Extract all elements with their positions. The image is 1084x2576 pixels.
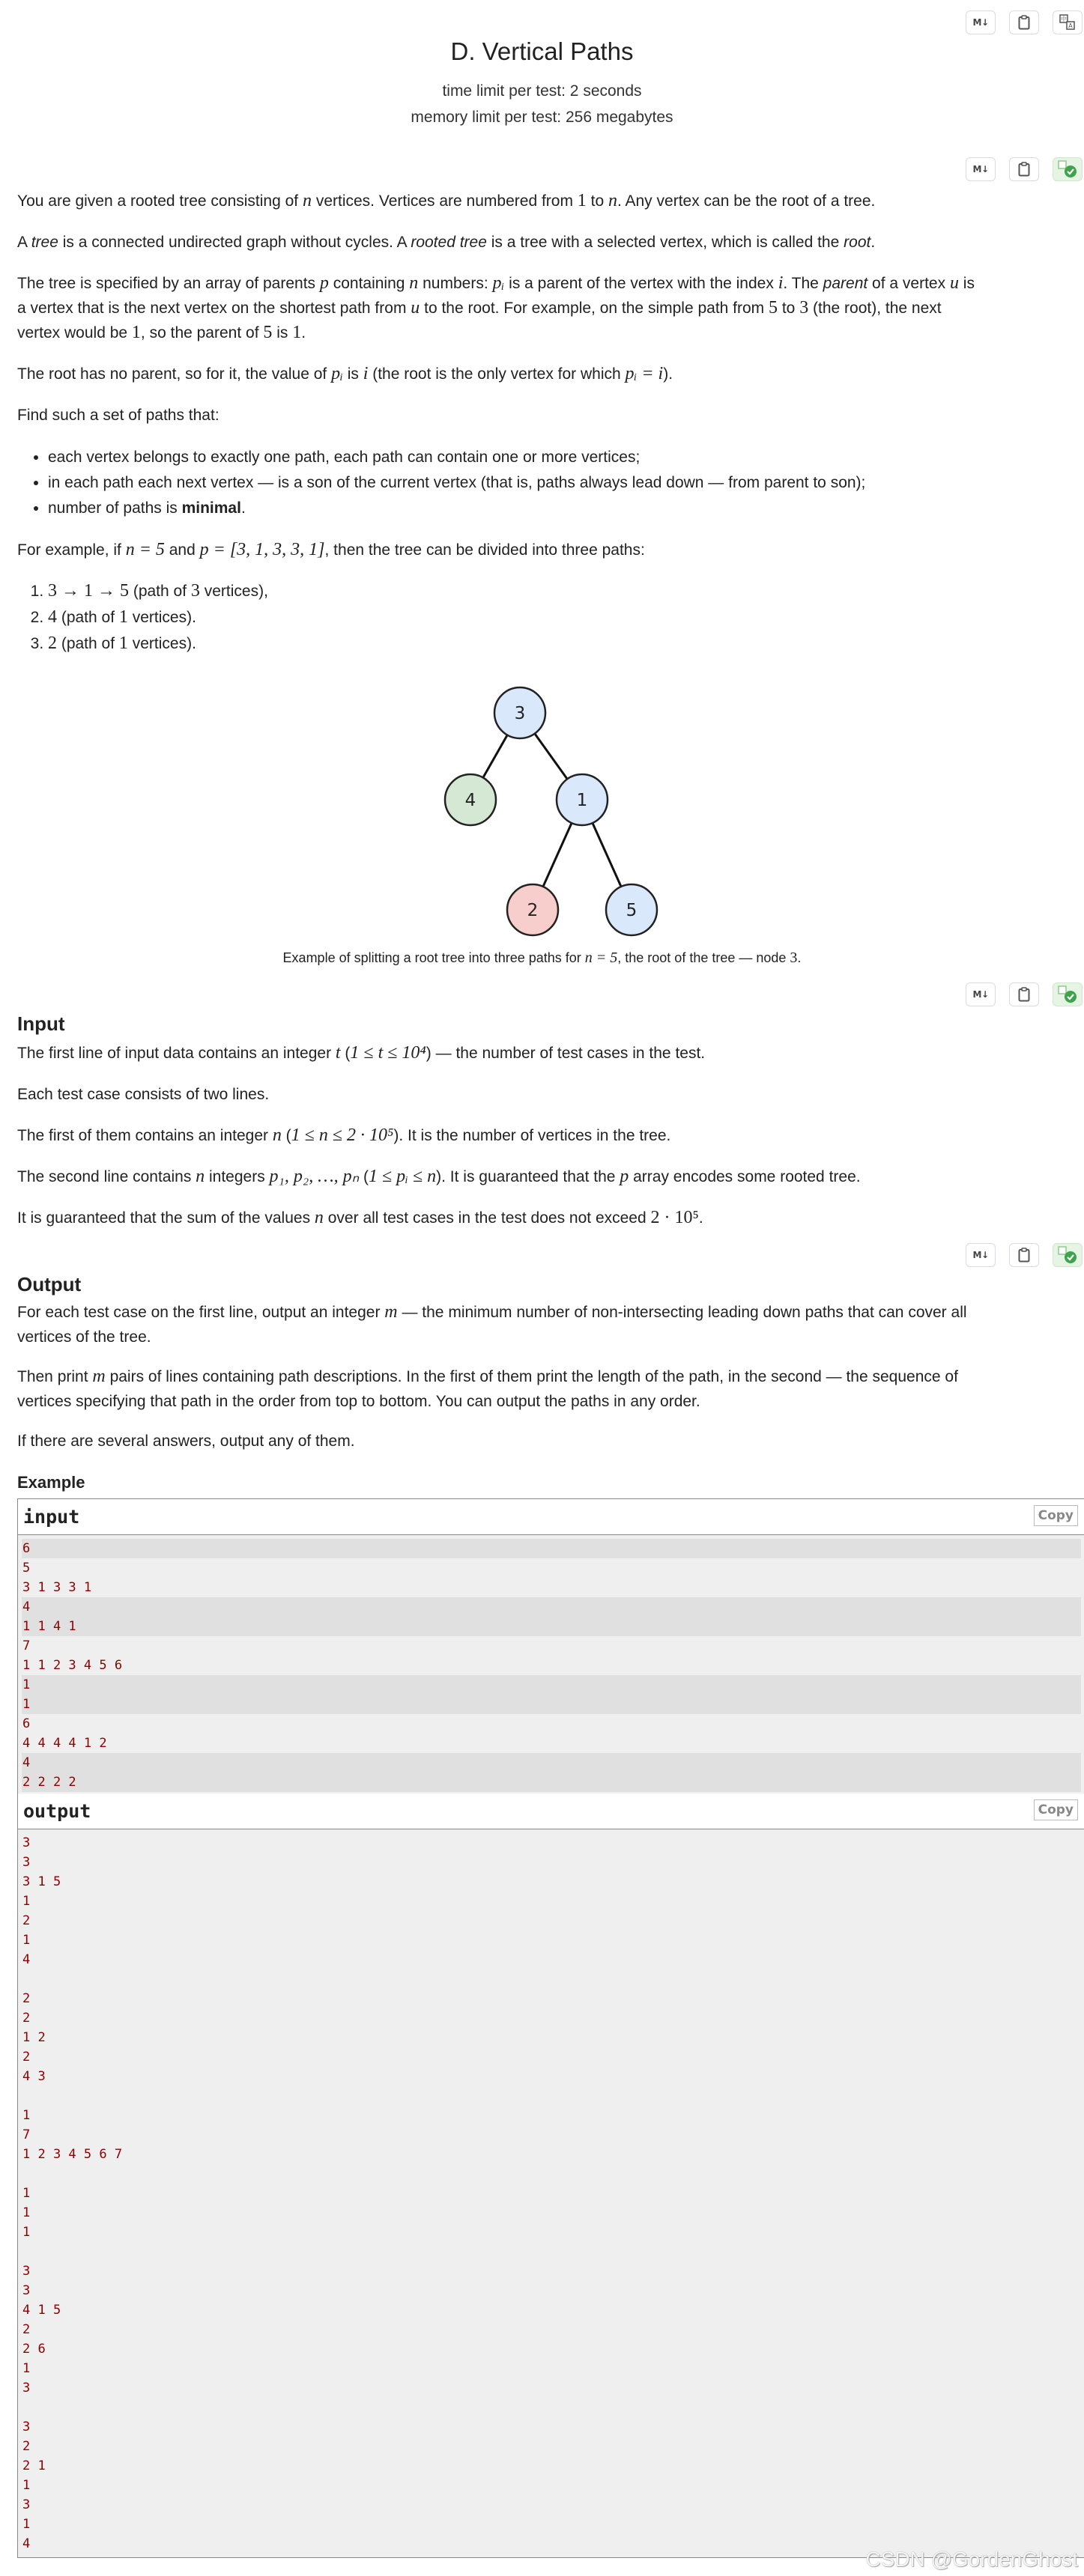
sample-output-body[interactable] — [18, 1829, 1084, 2557]
copy-output-button[interactable]: Copy — [1034, 1799, 1078, 1820]
condition-item: • in each path each next vertex — is a son of the current vertex (that is, paths always lead down — from parent to son); — [48, 470, 865, 496]
text: vertices of the tree. — [17, 1328, 151, 1346]
example-paths-list — [17, 578, 268, 657]
header-toolbar — [966, 10, 1083, 34]
output-line: 1 — [22, 2108, 31, 2123]
copy-statement-button[interactable] — [1009, 157, 1039, 181]
math-t: t — [335, 1043, 341, 1063]
text: , then the tree can be divided into three paths: — [324, 541, 645, 559]
output-paragraph — [17, 1300, 1078, 1349]
text: ). It is the number of vertices in the tree. — [393, 1127, 671, 1144]
clipboard-icon — [1018, 1248, 1030, 1263]
output-line — [22, 1969, 1081, 1989]
math-range: 1 ≤ t ≤ 10⁴ — [350, 1043, 426, 1063]
output-line — [22, 2242, 1081, 2261]
sample-input — [17, 1498, 1084, 1796]
input-line: 6 — [22, 1539, 1081, 1558]
input-section-title: Input — [17, 1012, 65, 1035]
statement-paragraph — [17, 271, 1078, 345]
statement-paragraph — [17, 189, 1078, 213]
text: number of paths is — [48, 499, 182, 517]
text: vertices. Vertices are numbered from — [311, 192, 578, 210]
sample-output-header — [18, 1793, 1084, 1829]
output-toolbar — [966, 1243, 1083, 1267]
markdown-button[interactable] — [966, 10, 996, 34]
path-item — [48, 631, 268, 657]
tree-node-label: 2 — [527, 901, 539, 920]
example-title: Example — [17, 1473, 85, 1492]
watermark: CSDN @GordenGhost — [865, 2548, 1078, 2571]
text: . — [797, 950, 802, 965]
text: . — [301, 324, 306, 341]
output-line: 2 6 — [22, 2342, 46, 2357]
text: . The — [783, 275, 823, 292]
text: containing — [328, 275, 410, 292]
math-node: 3 — [790, 950, 798, 966]
math-p: p — [620, 1167, 629, 1186]
text: vertices specifying that path in the order from top to bottom. You can output the paths in any order. — [17, 1393, 700, 1410]
time-limit: time limit per test: 2 seconds — [442, 82, 642, 100]
translate-button[interactable] — [1053, 10, 1083, 34]
tree-node — [557, 774, 608, 825]
tree-node — [445, 774, 496, 825]
output-line: 3 — [22, 2381, 31, 2396]
text: a vertex that is the next vertex on the shortest path from — [17, 300, 411, 317]
sample-input-body[interactable] — [18, 1535, 1084, 1796]
text: pairs of lines containing path descriptions. In the first of them print the length of the path, in the second — the sequence of — [105, 1368, 958, 1385]
input-line: 1 1 4 1 — [22, 1617, 1081, 1636]
output-line: 4 — [22, 2536, 31, 2551]
output-line: 1 — [22, 2361, 31, 2376]
text: ). It is guaranteed that the — [436, 1168, 620, 1185]
tree-node — [507, 884, 558, 935]
output-line: 1 — [22, 2478, 31, 2493]
output-line: 3 — [22, 1855, 31, 1870]
markdown-icon: M↓ — [972, 1250, 989, 1260]
input-paragraph: Each test case consists of two lines. — [17, 1086, 270, 1103]
math-p-eq: p = [3, 1, 3, 3, 1] — [199, 540, 325, 559]
input-line: 4 4 4 4 1 2 — [22, 1736, 107, 1751]
text: ( — [340, 1045, 351, 1062]
text: For example, if — [17, 541, 126, 559]
math-path: 2 — [48, 634, 57, 653]
math-n: n — [272, 1126, 282, 1145]
output-line: 1 — [22, 2205, 31, 2220]
math-n: n — [196, 1167, 205, 1186]
math-range: 1 ≤ pᵢ ≤ n — [368, 1167, 437, 1186]
math-limit: 2 · 10⁵ — [650, 1208, 699, 1227]
math-k: 1 — [118, 634, 128, 653]
text: is a tree with a selected vertex, which is called the — [486, 234, 844, 251]
text: over all test cases in the test does not exceed — [323, 1209, 651, 1227]
text: , the root of the tree — node — [617, 950, 790, 965]
term-minimal: minimal — [181, 499, 241, 517]
text: ) — the number of test cases in the test. — [426, 1045, 706, 1062]
statement-toolbar — [966, 157, 1083, 181]
markdown-button[interactable] — [966, 1243, 996, 1267]
tree-node-label: 5 — [626, 901, 638, 920]
input-line: 3 1 3 3 1 — [22, 1580, 92, 1595]
output-paragraph: If there are several answers, output any of them. — [17, 1433, 355, 1450]
output-line: 4 3 — [22, 2069, 46, 2084]
text: is — [342, 365, 363, 383]
output-line: 7 — [22, 2127, 31, 2142]
markdown-icon: M↓ — [972, 17, 989, 28]
output-line: 1 — [22, 2186, 31, 2201]
output-line — [22, 2086, 1081, 2106]
output-line: 3 — [22, 2283, 31, 2298]
text: The root has no parent, so for it, the value of — [17, 365, 332, 383]
math-p: p — [319, 273, 329, 293]
figure-caption — [0, 950, 1084, 967]
text: to — [778, 300, 800, 317]
output-line: 1 2 3 4 5 6 7 — [22, 2147, 123, 2162]
text: . — [698, 1209, 703, 1227]
condition-item: • each vertex belongs to exactly one path, each path can contain one or more vertices; — [48, 445, 865, 470]
math-5: 5 — [263, 323, 273, 342]
text: array encodes some rooted tree. — [629, 1168, 861, 1185]
text: vertices), — [199, 583, 268, 600]
text: The second line contains — [17, 1168, 196, 1185]
term-tree: tree — [31, 234, 58, 251]
text: The first line of input data contains an integer — [17, 1045, 336, 1062]
path-item — [48, 578, 268, 604]
text: . Any vertex can be the root of a tree. — [617, 192, 876, 210]
input-paragraph — [17, 1164, 1078, 1189]
text: and — [164, 541, 200, 559]
math-range: 1 ≤ n ≤ 2 · 10⁵ — [291, 1126, 394, 1145]
text: , so the parent of — [140, 324, 264, 341]
math-3: 3 — [799, 298, 809, 318]
math-n-eq: n = 5 — [584, 950, 618, 966]
translate-done-icon — [1058, 160, 1077, 178]
text: (path of — [57, 609, 119, 626]
problem-title: D. Vertical Paths — [450, 37, 634, 65]
output-section-title: Output — [17, 1273, 82, 1295]
math-pi-eq-i: pᵢ = i — [625, 364, 664, 383]
output-line: 2 — [22, 2439, 31, 2454]
markdown-icon: M↓ — [972, 989, 989, 1000]
statement-paragraph — [17, 362, 1078, 386]
sample-output-label: output — [23, 1800, 91, 1822]
input-paragraph — [17, 1206, 1078, 1230]
output-line: 3 — [22, 2264, 31, 2279]
math-n: n — [608, 191, 617, 210]
output-line: 1 — [22, 2517, 31, 2532]
statement-paragraph — [17, 538, 1078, 562]
text: vertices). — [127, 609, 196, 626]
text: The first of them contains an integer — [17, 1127, 273, 1144]
text: is a parent of the vertex with the index — [504, 275, 778, 292]
text: (path of — [57, 635, 119, 652]
output-line: 3 — [22, 2497, 31, 2512]
math-pi: pᵢ — [331, 364, 343, 383]
input-line: 6 — [22, 1716, 31, 1731]
copy-statement-button[interactable] — [1009, 10, 1039, 34]
math-5: 5 — [769, 298, 778, 318]
math-pi: pᵢ — [492, 273, 505, 293]
math-n: n — [314, 1208, 324, 1227]
output-line: 2 — [22, 2050, 31, 2065]
math-m: m — [92, 1367, 106, 1386]
output-line — [22, 2398, 1081, 2417]
text: ( — [281, 1127, 291, 1144]
output-line: 2 — [22, 2011, 31, 2026]
output-line: 1 — [22, 1894, 31, 1909]
text: ). — [663, 365, 673, 383]
clipboard-icon — [1018, 987, 1030, 1002]
output-line: 1 — [22, 1933, 31, 1948]
math-1: 1 — [577, 191, 587, 210]
svg-text:中: 中 — [1061, 16, 1067, 22]
input-paragraph — [17, 1123, 1078, 1148]
input-line: 4 — [22, 1753, 1081, 1772]
text: to the root. For example, on the simple path from — [420, 300, 769, 317]
text: (the root), the next — [808, 300, 942, 317]
input-line: 1 1 2 3 4 5 6 — [22, 1658, 123, 1673]
output-paragraph — [17, 1364, 1078, 1414]
tree-diagram — [420, 670, 674, 947]
tree-node-label: 1 — [576, 791, 588, 810]
output-line: 2 — [22, 1913, 31, 1928]
math-i: i — [778, 273, 784, 293]
input-line: 1 — [22, 1675, 1081, 1695]
math-seq: p₁, p₂, …, pₙ — [269, 1167, 360, 1186]
copy-section-button[interactable] — [1009, 1243, 1039, 1267]
input-line: 2 2 2 2 — [22, 1772, 1081, 1792]
markdown-button[interactable] — [966, 982, 996, 1006]
math-1: 1 — [131, 323, 141, 342]
translate-done-icon — [1058, 1246, 1077, 1264]
text: is — [958, 275, 975, 292]
text: is — [272, 324, 293, 341]
translated-status-button[interactable] — [1053, 157, 1083, 181]
translate-done-icon — [1058, 985, 1077, 1003]
copy-section-button[interactable] — [1009, 982, 1039, 1006]
output-line: 1 — [22, 2225, 31, 2240]
text: — the minimum number of non-intersecting leading down paths that can cover all — [397, 1304, 967, 1321]
input-line: 5 — [22, 1561, 31, 1576]
output-line — [22, 2164, 1081, 2184]
tree-node-label: 4 — [464, 791, 476, 810]
input-line: 7 — [22, 1638, 31, 1653]
text: vertices). — [127, 635, 196, 652]
translate-icon — [1059, 14, 1076, 31]
math-n: n — [302, 191, 312, 210]
markdown-icon: M↓ — [972, 164, 989, 174]
math-i: i — [363, 364, 369, 383]
path-item — [48, 604, 268, 631]
text: . — [870, 234, 876, 251]
text: . — [240, 499, 246, 517]
copy-input-button[interactable]: Copy — [1034, 1505, 1078, 1526]
term-rooted-tree: rooted tree — [411, 234, 487, 251]
output-line: 1 2 — [22, 2030, 46, 2045]
input-line: 1 — [22, 1695, 1081, 1714]
term-root: root — [844, 234, 871, 251]
markdown-button[interactable] — [966, 157, 996, 181]
math-u: u — [949, 273, 959, 293]
conditions-list — [17, 445, 865, 521]
math-k: 1 — [118, 607, 128, 627]
text: A — [17, 234, 31, 251]
translated-status-button[interactable] — [1053, 1243, 1083, 1267]
text: (the root is the only vertex for which — [368, 365, 626, 383]
output-line: 3 — [22, 1835, 31, 1850]
input-paragraph — [17, 1041, 1078, 1066]
math-u: u — [411, 298, 420, 318]
term-parent: parent — [823, 275, 868, 292]
math-m: m — [384, 1302, 398, 1322]
svg-text:A: A — [1068, 22, 1073, 29]
output-line: 4 1 5 — [22, 2303, 61, 2318]
memory-limit: memory limit per test: 256 megabytes — [411, 109, 673, 126]
tree-node — [606, 884, 657, 935]
text: numbers: — [418, 275, 493, 292]
sample-output — [17, 1793, 1084, 2558]
math-n: n — [409, 273, 419, 293]
condition-item — [48, 496, 865, 521]
clipboard-icon — [1018, 15, 1030, 30]
math-path: 3 → 1 → 5 — [48, 581, 129, 601]
math-k: 3 — [190, 581, 200, 601]
output-line: 3 1 5 — [22, 1874, 61, 1889]
text: of a vertex — [867, 275, 950, 292]
translated-status-button[interactable] — [1053, 982, 1083, 1006]
sample-input-header — [18, 1499, 1084, 1535]
tree-node-label: 3 — [514, 704, 526, 723]
output-line: 4 — [22, 1952, 31, 1967]
text: to — [586, 192, 608, 210]
math-path: 4 — [48, 607, 57, 627]
text: For each test case on the first line, output an integer — [17, 1304, 385, 1321]
statement-paragraph: Find such a set of paths that: — [17, 407, 219, 424]
clipboard-icon — [1018, 162, 1030, 177]
text: Example of splitting a root tree into three paths for — [282, 950, 585, 965]
text: It is guaranteed that the sum of the values — [17, 1209, 315, 1227]
text: vertex would be — [17, 324, 132, 341]
text: Then print — [17, 1368, 93, 1385]
text: is a connected undirected graph without cycles. A — [58, 234, 411, 251]
text: The tree is specified by an array of parents — [17, 275, 320, 292]
math-n-eq: n = 5 — [125, 540, 165, 559]
output-line: 2 — [22, 1991, 31, 2006]
text: You are given a rooted tree consisting of — [17, 192, 303, 210]
text: (path of — [129, 583, 191, 600]
output-line: 2 1 — [22, 2458, 46, 2473]
tree-node — [494, 687, 545, 738]
text: ( — [359, 1168, 369, 1185]
statement-paragraph — [17, 230, 1078, 255]
math-1: 1 — [292, 323, 302, 342]
input-line: 4 — [22, 1597, 1081, 1617]
output-line: 2 — [22, 2322, 31, 2337]
output-line: 3 — [22, 2419, 31, 2434]
text: integers — [205, 1168, 270, 1185]
input-toolbar — [966, 982, 1083, 1006]
sample-input-label: input — [23, 1506, 80, 1528]
